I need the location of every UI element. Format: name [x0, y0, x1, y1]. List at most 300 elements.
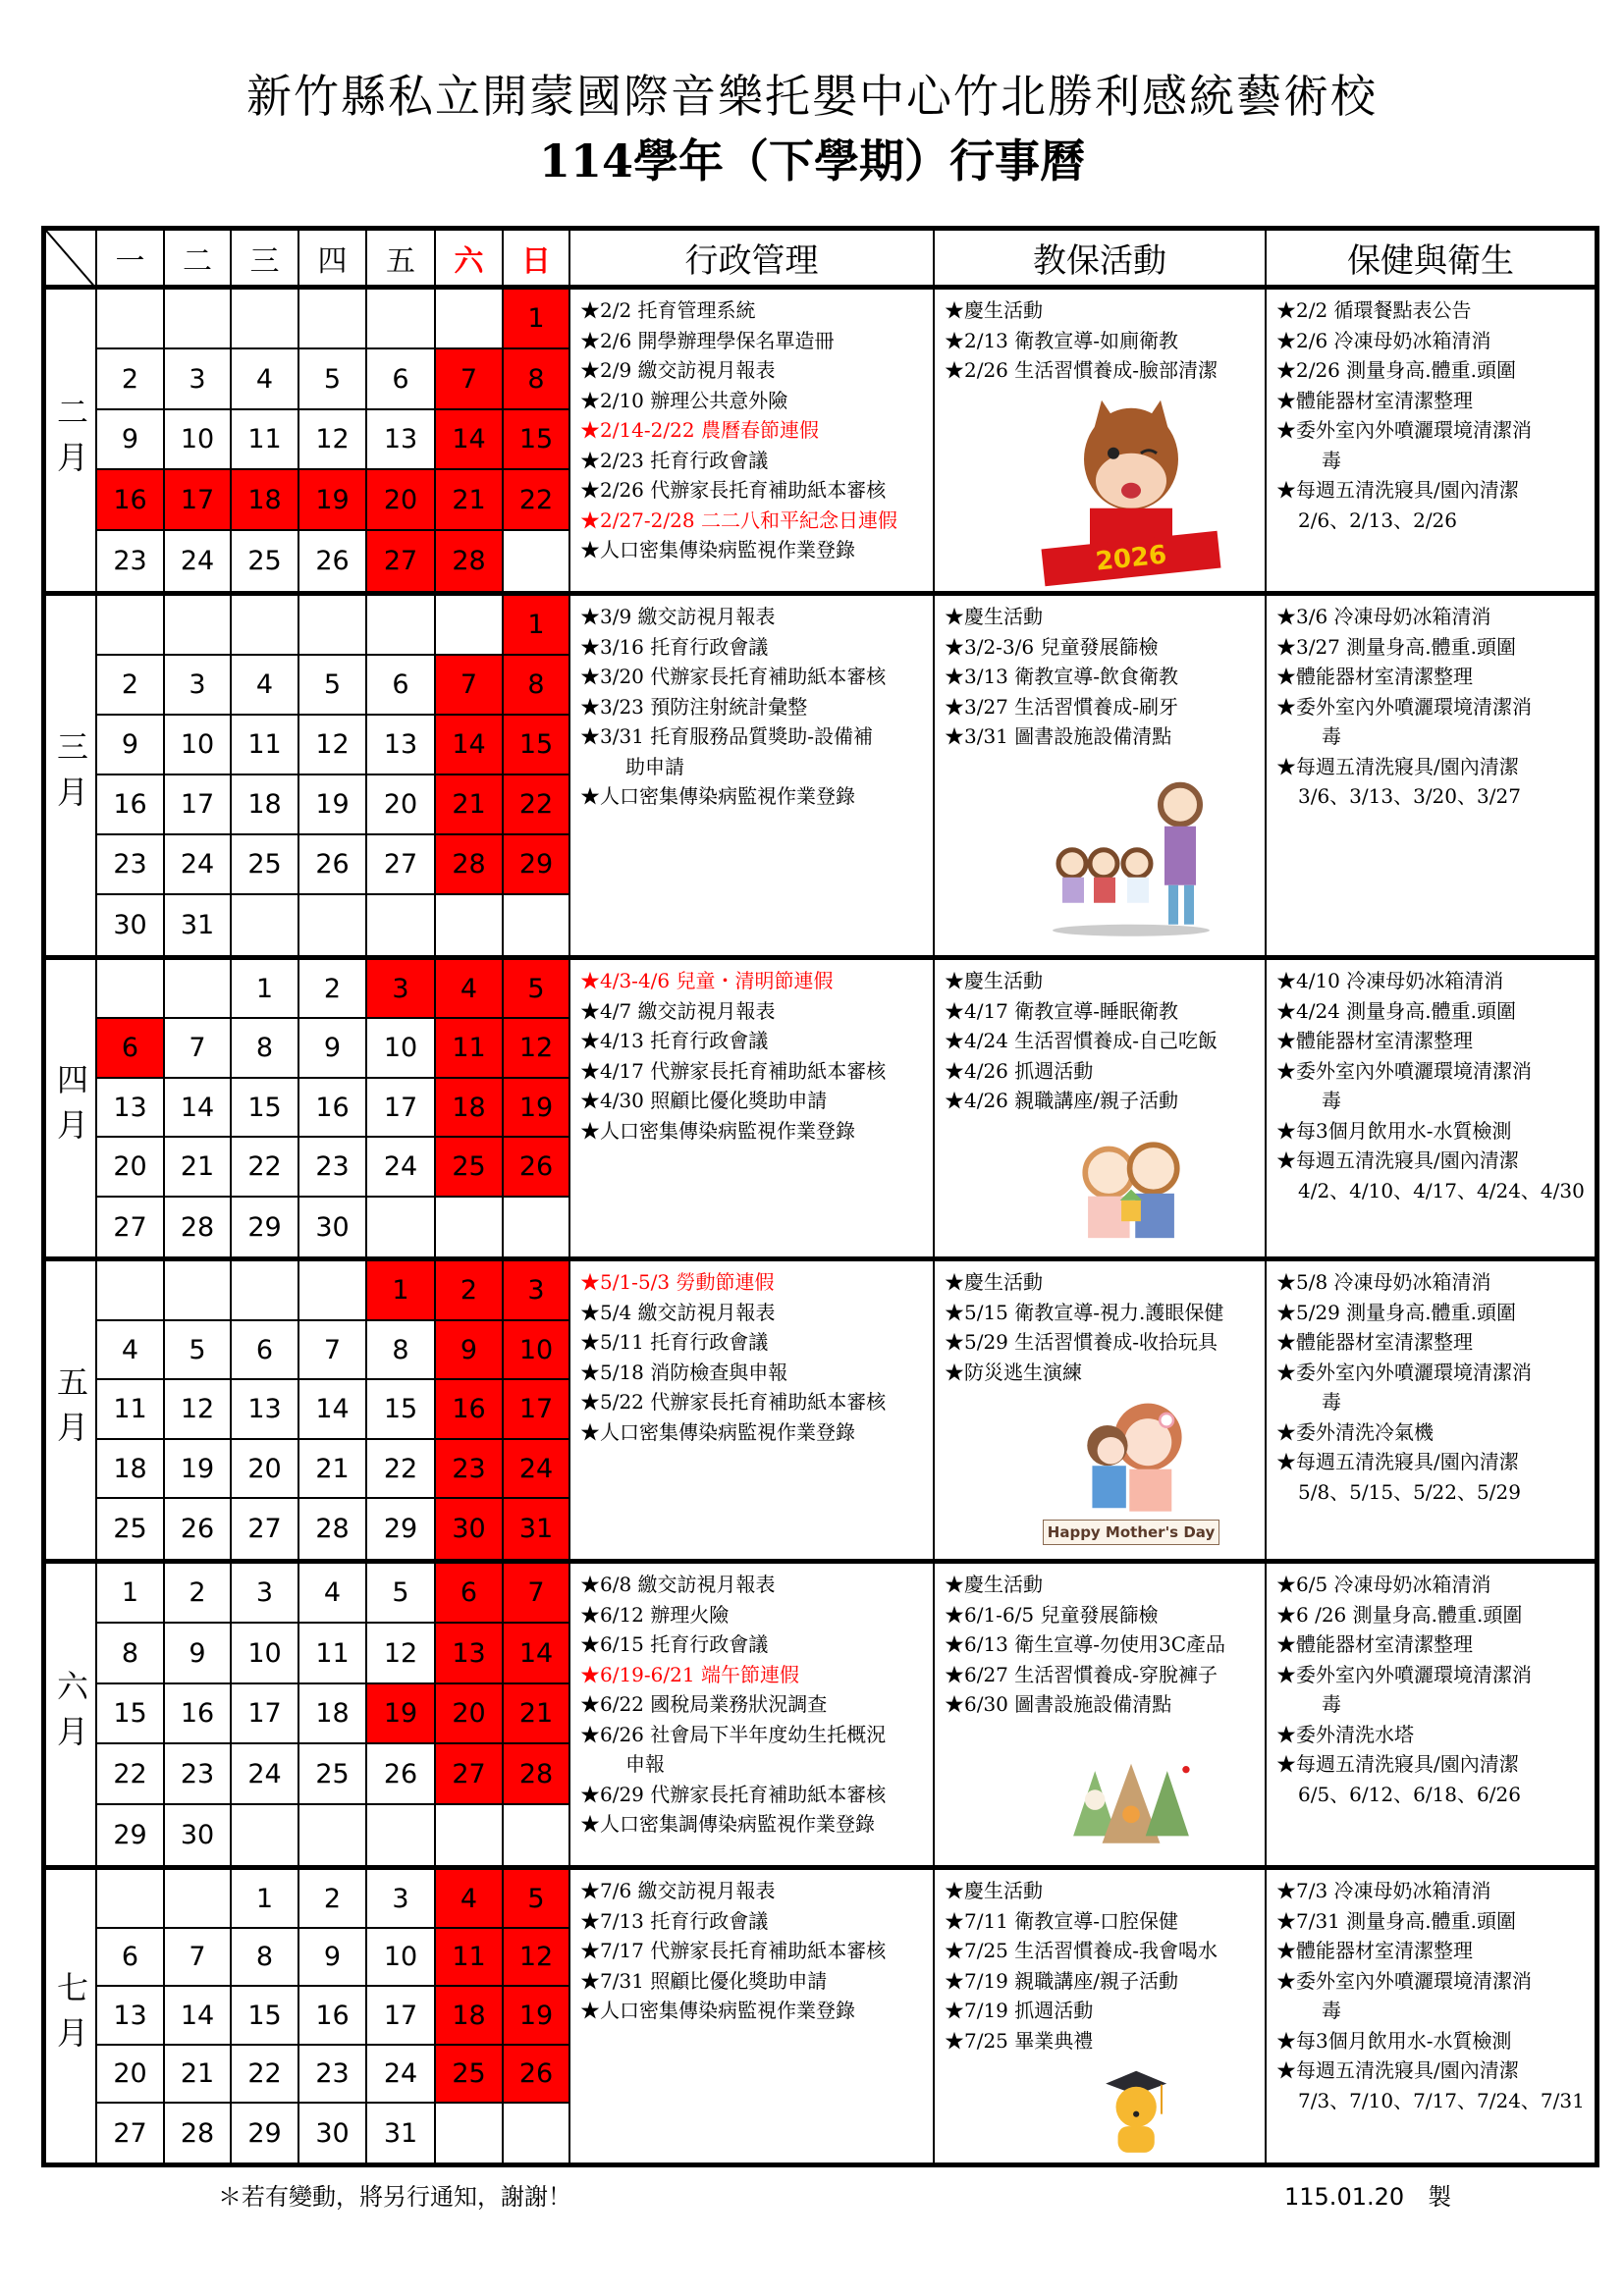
calendar-day[interactable]: 26 — [165, 1499, 232, 1559]
event-item: ★體能器材室清潔整理 — [1276, 1330, 1473, 1354]
calendar-day[interactable]: 7 — [504, 1564, 570, 1624]
calendar-day[interactable]: 2 — [299, 960, 367, 1019]
calendar-empty-cell — [97, 1870, 165, 1929]
calendar-day[interactable]: 24 — [504, 1440, 570, 1499]
event-item: ★7/25 畢業典禮 — [945, 2028, 1094, 2053]
calendar-day[interactable]: 27 — [97, 2104, 165, 2163]
calendar-day[interactable]: 13 — [97, 1987, 165, 2046]
image-caption: 2026 — [1042, 531, 1221, 587]
weekday-header-4: 四 — [299, 231, 367, 290]
event-item: ★人口密集傳染病監視作業登錄 — [580, 1999, 855, 2022]
calendar-day[interactable]: 30 — [436, 1499, 504, 1559]
calendar-day[interactable]: 14 — [165, 1987, 232, 2046]
calendar-day[interactable]: 24 — [367, 2046, 436, 2104]
calendar-day[interactable]: 3 — [165, 656, 232, 716]
calendar-day[interactable]: 10 — [367, 1929, 436, 1987]
calendar-day[interactable]: 25 — [232, 531, 299, 591]
calendar-day[interactable]: 12 — [165, 1380, 232, 1440]
calendar-day[interactable]: 27 — [436, 1744, 504, 1805]
calendar-day[interactable]: 3 — [367, 960, 436, 1019]
event-item: 7/3、7/10、7/17、7/24、7/31 — [1298, 2088, 1585, 2112]
month-label: 四月 — [46, 960, 97, 1256]
calendar-day[interactable]: 17 — [367, 1079, 436, 1138]
calendar-day[interactable]: 31 — [367, 2104, 436, 2163]
calendar-day[interactable]: 24 — [232, 1744, 299, 1805]
calendar-day[interactable]: 11 — [232, 716, 299, 775]
calendar-day[interactable]: 23 — [436, 1440, 504, 1499]
event-item: ★慶生活動 — [945, 1270, 1043, 1294]
event-item: ★委外室內外噴灑環境清潔消 — [1276, 1058, 1532, 1083]
calendar-day[interactable]: 20 — [436, 1684, 504, 1744]
event-item: ★慶生活動 — [945, 1879, 1043, 1902]
calendar-day[interactable]: 26 — [504, 2046, 570, 2104]
calendar-day[interactable]: 3 — [367, 1870, 436, 1929]
calendar-day[interactable]: 22 — [232, 1138, 299, 1198]
calendar-day[interactable]: 1 — [504, 596, 570, 656]
weekday-header-5: 五 — [367, 231, 436, 290]
calendar-day[interactable]: 31 — [504, 1499, 570, 1559]
calendar-day[interactable]: 28 — [299, 1499, 367, 1559]
calendar-day[interactable]: 5 — [367, 1564, 436, 1624]
event-item: ★每週五清洗寢具/園內清潔 — [1276, 754, 1519, 778]
calendar-day[interactable]: 5 — [165, 1321, 232, 1380]
month-label: 二月 — [46, 290, 97, 591]
calendar-empty-cell — [436, 1198, 504, 1256]
calendar-day[interactable]: 8 — [504, 656, 570, 716]
calendar-day[interactable]: 24 — [165, 531, 232, 591]
calendar-day[interactable]: 16 — [436, 1380, 504, 1440]
event-item: ★人口密集傳染病監視作業登錄 — [580, 1118, 855, 1143]
calendar-day[interactable]: 7 — [436, 349, 504, 410]
health-column-header: 保健與衛生 — [1267, 231, 1595, 290]
admin-column-header: 行政管理 — [570, 231, 935, 290]
event-item: ★4/26 親職講座/親子活動 — [945, 1089, 1179, 1112]
calendar-day[interactable]: 12 — [299, 716, 367, 775]
calendar-day[interactable]: 7 — [436, 656, 504, 716]
event-item: ★7/6 繳交訪視月報表 — [580, 1879, 776, 1902]
calendar-day[interactable]: 28 — [165, 1198, 232, 1256]
event-item: ★5/15 衛教宣導-視力.護眼保健 — [945, 1300, 1224, 1324]
calendar-day[interactable]: 21 — [299, 1440, 367, 1499]
calendar-day[interactable]: 9 — [436, 1321, 504, 1380]
health-notes — [1267, 290, 1595, 591]
calendar-day[interactable]: 30 — [97, 895, 165, 955]
event-item: ★2/6 開學辦理學保名單造冊 — [580, 328, 835, 352]
calendar-day[interactable]: 14 — [504, 1624, 570, 1684]
calendar-day[interactable]: 9 — [165, 1624, 232, 1684]
calendar-day[interactable]: 19 — [504, 1987, 570, 2046]
health-notes — [1267, 596, 1595, 955]
calendar-day[interactable]: 19 — [299, 470, 367, 531]
event-item: ★4/24 測量身高.體重.頭圍 — [1276, 998, 1516, 1023]
event-item: 毒 — [1322, 724, 1341, 748]
event-item: ★委外室內外噴灑環境清潔消 — [1276, 694, 1532, 719]
event-item: ★委外清洗冷氣機 — [1276, 1419, 1434, 1444]
calendar-day[interactable]: 11 — [436, 1019, 504, 1079]
calendar-day[interactable]: 1 — [232, 960, 299, 1019]
calendar-day[interactable]: 7 — [299, 1321, 367, 1380]
calendar-day[interactable]: 5 — [504, 1870, 570, 1929]
event-item: ★每3個月飲用水-水質檢測 — [1276, 2028, 1512, 2053]
calendar-day[interactable]: 13 — [367, 410, 436, 470]
calendar-day[interactable]: 26 — [367, 1744, 436, 1805]
header-corner-cell — [46, 231, 97, 290]
weekday-header-7: 日 — [504, 231, 570, 290]
calendar-day[interactable]: 14 — [165, 1079, 232, 1138]
holiday-event-item: ★2/14-2/22 農曆春節連假 — [580, 418, 819, 442]
calendar-day[interactable]: 7 — [165, 1019, 232, 1079]
calendar-day[interactable]: 10 — [232, 1624, 299, 1684]
calendar-day[interactable]: 24 — [165, 835, 232, 895]
event-item: ★4/30 照顧比優化獎助申請 — [580, 1089, 828, 1112]
calendar-day[interactable]: 1 — [367, 1261, 436, 1321]
calendar-day[interactable]: 10 — [165, 716, 232, 775]
calendar-empty-cell — [299, 1805, 367, 1865]
calendar-day[interactable]: 1 — [232, 1870, 299, 1929]
calendar-day[interactable]: 9 — [299, 1929, 367, 1987]
event-item: ★人口密集傳染病監視作業登錄 — [580, 1419, 855, 1444]
calendar-day[interactable]: 30 — [299, 2104, 367, 2163]
event-item: 3/6、3/13、3/20、3/27 — [1298, 784, 1521, 808]
calendar-day[interactable]: 22 — [504, 470, 570, 531]
event-item: ★5/29 測量身高.體重.頭圍 — [1276, 1300, 1516, 1324]
calendar-empty-cell — [436, 290, 504, 349]
calendar-empty-cell — [436, 1805, 504, 1865]
calendar-day[interactable]: 11 — [97, 1380, 165, 1440]
calendar-day[interactable]: 26 — [504, 1138, 570, 1198]
calendar-day[interactable]: 30 — [165, 1805, 232, 1865]
calendar-day[interactable]: 23 — [97, 835, 165, 895]
calendar-day[interactable]: 12 — [367, 1624, 436, 1684]
event-item: ★慶生活動 — [945, 1573, 1043, 1596]
calendar-empty-cell — [165, 1261, 232, 1321]
calendar-day[interactable]: 25 — [436, 2046, 504, 2104]
calendar-day[interactable]: 9 — [97, 716, 165, 775]
calendar-day[interactable]: 30 — [299, 1198, 367, 1256]
event-item: ★7/13 托育行政會議 — [580, 1908, 769, 1933]
calendar-empty-cell — [504, 2104, 570, 2163]
calendar-day[interactable]: 6 — [97, 1929, 165, 1987]
calendar-day[interactable]: 29 — [232, 1198, 299, 1256]
calendar-day[interactable]: 28 — [436, 835, 504, 895]
kids-playing-blocks-image — [1043, 1124, 1219, 1250]
calendar-day[interactable]: 25 — [232, 835, 299, 895]
calendar-day[interactable]: 17 — [504, 1380, 570, 1440]
calendar-day[interactable]: 2 — [165, 1564, 232, 1624]
calendar-day[interactable]: 11 — [232, 410, 299, 470]
calendar-day[interactable]: 14 — [436, 410, 504, 470]
calendar-empty-cell — [165, 290, 232, 349]
calendar-day[interactable]: 20 — [97, 2046, 165, 2104]
calendar-day[interactable]: 14 — [436, 716, 504, 775]
calendar-day[interactable]: 16 — [97, 775, 165, 835]
school-name-title: 新竹縣私立開蒙國際音樂托嬰中心竹北勝利感統藝術校 — [246, 70, 1378, 123]
calendar-day[interactable]: 17 — [165, 470, 232, 531]
calendar-empty-cell — [504, 895, 570, 955]
event-item: ★2/13 衛教宣導-如廁衛教 — [945, 328, 1179, 352]
calendar-day[interactable]: 21 — [436, 775, 504, 835]
calendar-day[interactable]: 18 — [299, 1684, 367, 1744]
calendar-day[interactable]: 13 — [232, 1380, 299, 1440]
health-notes — [1267, 1870, 1595, 2163]
calendar-day[interactable]: 29 — [232, 2104, 299, 2163]
calendar-day[interactable]: 26 — [299, 835, 367, 895]
calendar-day[interactable]: 22 — [232, 2046, 299, 2104]
event-item: 6/5、6/12、6/18、6/26 — [1298, 1782, 1521, 1806]
calendar-day[interactable]: 10 — [367, 1019, 436, 1079]
calendar-day[interactable]: 25 — [299, 1744, 367, 1805]
event-item: ★慶生活動 — [945, 605, 1043, 628]
admin-notes — [570, 1564, 935, 1865]
calendar-day[interactable]: 12 — [504, 1019, 570, 1079]
calendar-day[interactable]: 17 — [367, 1987, 436, 2046]
calendar-day[interactable]: 19 — [165, 1440, 232, 1499]
calendar-day[interactable]: 17 — [232, 1684, 299, 1744]
event-item: ★體能器材室清潔整理 — [1276, 1632, 1473, 1656]
calendar-day[interactable]: 15 — [232, 1987, 299, 2046]
calendar-day[interactable]: 27 — [367, 835, 436, 895]
calendar-day[interactable]: 23 — [165, 1744, 232, 1805]
event-item: ★6/15 托育行政會議 — [580, 1632, 769, 1656]
event-item: ★每週五清洗寢具/園內清潔 — [1276, 2058, 1519, 2082]
calendar-day[interactable]: 15 — [504, 716, 570, 775]
calendar-day[interactable]: 2 — [97, 349, 165, 410]
event-item: ★3/2-3/6 兒童發展篩檢 — [945, 634, 1159, 659]
calendar-day[interactable]: 12 — [299, 410, 367, 470]
calendar-day[interactable]: 23 — [299, 1138, 367, 1198]
calendar-day[interactable]: 5 — [299, 349, 367, 410]
calendar-day[interactable]: 6 — [232, 1321, 299, 1380]
calendar-day[interactable]: 12 — [504, 1929, 570, 1987]
calendar-day[interactable]: 28 — [165, 2104, 232, 2163]
calendar-day[interactable]: 9 — [97, 410, 165, 470]
calendar-day[interactable]: 18 — [436, 1987, 504, 2046]
calendar-day[interactable]: 4 — [232, 656, 299, 716]
calendar-day[interactable]: 10 — [165, 410, 232, 470]
calendar-day[interactable]: 20 — [97, 1138, 165, 1198]
calendar-empty-cell — [436, 596, 504, 656]
calendar-day[interactable]: 11 — [436, 1929, 504, 1987]
calendar-day[interactable]: 22 — [367, 1440, 436, 1499]
month-label: 三月 — [46, 596, 97, 955]
calendar-day[interactable]: 24 — [367, 1138, 436, 1198]
calendar-day[interactable]: 22 — [504, 775, 570, 835]
calendar-day[interactable]: 15 — [97, 1684, 165, 1744]
calendar-day[interactable]: 2 — [299, 1870, 367, 1929]
event-item: ★6/30 圖書設施設備清點 — [945, 1692, 1172, 1716]
event-item: ★3/27 測量身高.體重.頭圍 — [1276, 634, 1516, 659]
event-item: ★委外室內外噴灑環境清潔消 — [1276, 1662, 1532, 1686]
calendar-day[interactable]: 8 — [232, 1019, 299, 1079]
calendar-empty-cell — [97, 1261, 165, 1321]
calendar-day[interactable]: 29 — [97, 1805, 165, 1865]
calendar-day[interactable]: 26 — [299, 531, 367, 591]
calendar-day[interactable]: 27 — [232, 1499, 299, 1559]
event-item: ★6/1-6/5 兒童發展篩檢 — [945, 1602, 1159, 1627]
event-item: ★6/13 衛生宣導-勿使用3C產品 — [945, 1632, 1226, 1656]
calendar-day[interactable]: 23 — [299, 2046, 367, 2104]
calendar-day[interactable]: 29 — [504, 835, 570, 895]
calendar-day[interactable]: 3 — [504, 1261, 570, 1321]
calendar-day[interactable]: 1 — [97, 1564, 165, 1624]
teacher-children-train-image — [1043, 760, 1219, 948]
admin-notes — [570, 960, 935, 1256]
event-item: ★人口密集傳染病監視作業登錄 — [580, 784, 855, 808]
calendar-day[interactable]: 13 — [367, 716, 436, 775]
calendar-day[interactable]: 18 — [436, 1079, 504, 1138]
calendar-day[interactable]: 8 — [367, 1321, 436, 1380]
calendar-day[interactable]: 29 — [367, 1499, 436, 1559]
event-item: ★5/29 生活習慣養成-收拾玩具 — [945, 1330, 1218, 1354]
calendar-empty-cell — [299, 290, 367, 349]
month-label: 七月 — [46, 1870, 97, 2163]
calendar-day[interactable]: 13 — [436, 1624, 504, 1684]
calendar-day[interactable]: 4 — [232, 349, 299, 410]
calendar-day[interactable]: 1 — [504, 290, 570, 349]
calendar-day[interactable]: 16 — [97, 470, 165, 531]
calendar-day[interactable]: 8 — [504, 349, 570, 410]
holiday-event-item: ★5/1-5/3 勞動節連假 — [580, 1270, 775, 1294]
calendar-day[interactable]: 21 — [436, 470, 504, 531]
event-item: ★7/31 測量身高.體重.頭圍 — [1276, 1908, 1516, 1933]
calendar-day[interactable]: 11 — [299, 1624, 367, 1684]
calendar-day[interactable]: 23 — [97, 531, 165, 591]
event-item: 毒 — [1322, 1390, 1341, 1414]
calendar-day[interactable]: 21 — [165, 1138, 232, 1198]
diagonal-line-icon — [46, 231, 102, 290]
calendar-day[interactable]: 6 — [367, 349, 436, 410]
calendar-day[interactable]: 9 — [299, 1019, 367, 1079]
holiday-event-item: ★2/27-2/28 二二八和平紀念日連假 — [580, 507, 897, 532]
weekday-header-1: 一 — [97, 231, 165, 290]
event-item: ★7/31 照顧比優化獎助申請 — [580, 1968, 828, 1993]
event-item: 助申請 — [625, 754, 684, 778]
event-item: 毒 — [1322, 1089, 1341, 1112]
calendar-day[interactable]: 20 — [367, 775, 436, 835]
calendar-day[interactable]: 6 — [97, 1019, 165, 1079]
month-label: 五月 — [46, 1261, 97, 1559]
calendar-day[interactable]: 20 — [367, 470, 436, 531]
calendar-empty-cell — [299, 1261, 367, 1321]
calendar-day[interactable]: 27 — [367, 531, 436, 591]
calendar-day[interactable]: 21 — [504, 1684, 570, 1744]
event-item: 2/6、2/13、2/26 — [1298, 507, 1458, 532]
event-item: 毒 — [1322, 1692, 1341, 1716]
calendar-day[interactable]: 6 — [436, 1564, 504, 1624]
calendar-day[interactable]: 4 — [436, 960, 504, 1019]
calendar-empty-cell — [232, 290, 299, 349]
calendar-day[interactable]: 10 — [504, 1321, 570, 1380]
event-item: ★6/27 生活習慣養成-穿脫褲子 — [945, 1662, 1218, 1686]
event-item: ★6 /26 測量身高.體重.頭圍 — [1276, 1602, 1523, 1627]
calendar-day[interactable]: 25 — [97, 1499, 165, 1559]
calendar-day[interactable]: 18 — [232, 470, 299, 531]
calendar-day[interactable]: 4 — [299, 1564, 367, 1624]
calendar-day[interactable]: 21 — [165, 2046, 232, 2104]
calendar-day[interactable]: 15 — [367, 1380, 436, 1440]
calendar-empty-cell — [504, 1198, 570, 1256]
rice-dumplings-image — [1043, 1728, 1219, 1858]
event-item: ★3/31 圖書設施設備清點 — [945, 724, 1172, 748]
event-item: ★6/22 國稅局業務狀況調查 — [580, 1692, 828, 1716]
calendar-empty-cell — [165, 960, 232, 1019]
event-item: 毒 — [1322, 1999, 1341, 2022]
calendar-day[interactable]: 18 — [232, 775, 299, 835]
event-item: ★人口密集傳染病監視作業登錄 — [580, 538, 855, 561]
calendar-day[interactable]: 7 — [165, 1929, 232, 1987]
event-item: ★3/23 預防注射統計彙整 — [580, 694, 808, 719]
event-item: ★7/17 代辦家長托育補助紙本審核 — [580, 1939, 887, 1962]
event-item: 5/8、5/15、5/22、5/29 — [1298, 1479, 1521, 1504]
calendar-empty-cell — [436, 895, 504, 955]
calendar-day[interactable]: 16 — [165, 1684, 232, 1744]
event-item: ★6/26 社會局下半年度幼生托概況 — [580, 1722, 887, 1746]
calendar-day[interactable]: 17 — [165, 775, 232, 835]
event-item: ★2/6 冷凍母奶冰箱清消 — [1276, 328, 1491, 352]
calendar-day[interactable]: 4 — [97, 1321, 165, 1380]
calendar-day[interactable]: 19 — [299, 775, 367, 835]
calendar-day[interactable]: 6 — [367, 656, 436, 716]
health-notes — [1267, 1261, 1595, 1559]
calendar-day[interactable]: 22 — [97, 1744, 165, 1805]
calendar-empty-cell — [232, 895, 299, 955]
calendar-day[interactable]: 20 — [232, 1440, 299, 1499]
calendar-day[interactable]: 27 — [97, 1198, 165, 1256]
calendar-day[interactable]: 15 — [504, 410, 570, 470]
calendar-empty-cell — [436, 2104, 504, 2163]
event-item: ★體能器材室清潔整理 — [1276, 388, 1473, 412]
calendar-day[interactable]: 5 — [504, 960, 570, 1019]
calendar-day[interactable]: 4 — [436, 1870, 504, 1929]
event-item: ★7/19 親職講座/親子活動 — [945, 1968, 1179, 1993]
calendar-day[interactable]: 25 — [436, 1138, 504, 1198]
calendar-day[interactable]: 18 — [97, 1440, 165, 1499]
calendar-day[interactable]: 19 — [504, 1079, 570, 1138]
month-label: 六月 — [46, 1564, 97, 1865]
calendar-day[interactable]: 2 — [436, 1261, 504, 1321]
event-item: ★7/11 衛教宣導-口腔保健 — [945, 1908, 1179, 1933]
event-item: ★7/25 生活習慣養成-我會喝水 — [945, 1939, 1218, 1962]
event-item: 毒 — [1322, 448, 1341, 472]
calendar-day[interactable]: 3 — [232, 1564, 299, 1624]
calendar-day[interactable]: 16 — [299, 1079, 367, 1138]
calendar-day[interactable]: 3 — [165, 349, 232, 410]
calendar-day[interactable]: 16 — [299, 1987, 367, 2046]
event-item: ★3/9 繳交訪視月報表 — [580, 605, 776, 628]
calendar-day[interactable]: 15 — [232, 1079, 299, 1138]
event-item: ★5/11 托育行政會議 — [580, 1330, 769, 1354]
calendar-day[interactable]: 28 — [504, 1744, 570, 1805]
calendar-day[interactable]: 5 — [299, 656, 367, 716]
calendar-day[interactable]: 8 — [97, 1624, 165, 1684]
calendar-day[interactable]: 19 — [367, 1684, 436, 1744]
holiday-event-item: ★6/19-6/21 端午節連假 — [580, 1662, 799, 1686]
horse-2026-mascot-image — [1043, 394, 1219, 584]
event-item: ★體能器材室清潔整理 — [1276, 665, 1473, 688]
event-item: ★2/2 托育管理系統 — [580, 298, 756, 322]
event-item: ★2/9 繳交訪視月報表 — [580, 358, 776, 382]
calendar-day[interactable]: 28 — [436, 531, 504, 591]
event-item: ★2/26 測量身高.體重.頭圍 — [1276, 358, 1516, 382]
event-item: ★3/16 托育行政會議 — [580, 634, 769, 659]
event-item: 4/2、4/10、4/17、4/24、4/30 — [1298, 1178, 1585, 1202]
graduation-bear-image — [1043, 2063, 1219, 2155]
calendar-day[interactable]: 2 — [97, 656, 165, 716]
calendar-day[interactable]: 8 — [232, 1929, 299, 1987]
calendar-day[interactable]: 13 — [97, 1079, 165, 1138]
calendar-day[interactable]: 31 — [165, 895, 232, 955]
calendar-day[interactable]: 14 — [299, 1380, 367, 1440]
